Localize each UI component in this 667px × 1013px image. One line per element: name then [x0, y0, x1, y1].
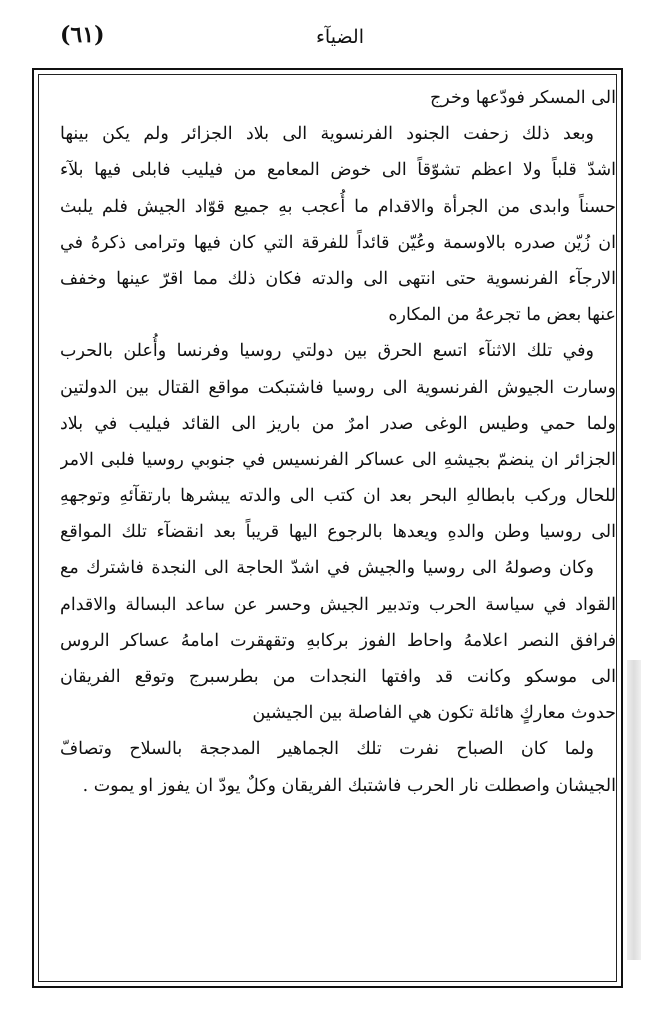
- text-line: حسناً وابدى من الجرأة والاقدام ما أُعجب بهِ جميع قوّاد الجيش فلم يلبث: [60, 196, 616, 217]
- text-line: الارجآء الفرنسوية حتى انتهى الى والدته فكان ذلك مما اقرّ عينها وخفف: [60, 268, 616, 289]
- text-line: وبعد ذلك زحفت الجنود الفرنسوية الى بلاد الجزائر ولم يكن بينها: [60, 124, 594, 145]
- text-line: ولما كان الصباح نفرت تلك الجماهير المدججة بالسلاح وتصافّ: [60, 739, 594, 760]
- text-line: للحال وركب بابطالهِ البحر بعد ان كتب الى والدته يبشرها بارتقآئهِ وتوجههِ: [60, 486, 616, 507]
- text-line: وفي تلك الاثنآء اتسع الحرق بين دولتي روسيا وفرنسا وأُعلن بالحرب: [60, 341, 594, 362]
- text-line: القواد في سياسة الحرب وتدبير الجيش وحسر عن ساعد البسالة والاقدام: [60, 594, 616, 615]
- text-line: وكان وصولهُ الى روسيا والجيش في اشدّ الحاجة الى النجدة فاشترك مع: [60, 558, 594, 579]
- text-line: الى موسكو وكانت قد وافتها النجدات من بطرسبرج وتوقع الفريقان: [60, 667, 616, 687]
- text-line: فرافق النصر اعلامهُ واحاط الفوز بركابهِ وتقهقرت امامهُ عساكر الروس: [60, 630, 616, 651]
- text-line: ان زُيّن صدره بالاوسمة وعُيّن قائداً للفرقة التي كان فيها وترامى ذكرهُ في: [60, 232, 616, 253]
- page-number: (٦١): [60, 22, 105, 48]
- text-line: اشدّ قلباً ولا اعظم تشوّقاً الى خوض المعامع من فيليب فابلى فيها بلآء: [60, 160, 616, 181]
- text-line: الجيشان واصطلت نار الحرب فاشتبك الفريقان وكلٌ يودّ ان يفوز او يموت .: [82, 775, 616, 796]
- text-line: الى المسكر فودّعها وخرج: [430, 88, 616, 108]
- text-line: الى روسيا وطن والدهِ ويعدها بالرجوع اليها قريباً بعد انقضآء تلك المواقع: [60, 522, 616, 543]
- text-line: عنها بعض ما تجرعهُ من المكاره: [388, 305, 616, 326]
- text-line: حدوث معاركٍ هائلة تكون هي الفاصلة بين الجيشين: [252, 703, 616, 724]
- text-line: ولما حمي وطيس الوغى صدر امرٌ من باريز الى القائد فيليب في بلاد: [60, 413, 616, 434]
- running-head: [60, 22, 620, 62]
- text-line: الجزائر ان ينضمّ بجيشهِ الى عساكر الفرنسيس في جنوبي روسيا فلبى الامر: [60, 449, 616, 470]
- text-line: وسارت الجيوش الفرنسوية الى روسيا فاشتبكت مواقع القتال بين الدولتين: [60, 377, 616, 398]
- scan-edge-shadow: [627, 660, 641, 960]
- running-title: الضيآء: [315, 26, 364, 48]
- body-text: [60, 80, 616, 804]
